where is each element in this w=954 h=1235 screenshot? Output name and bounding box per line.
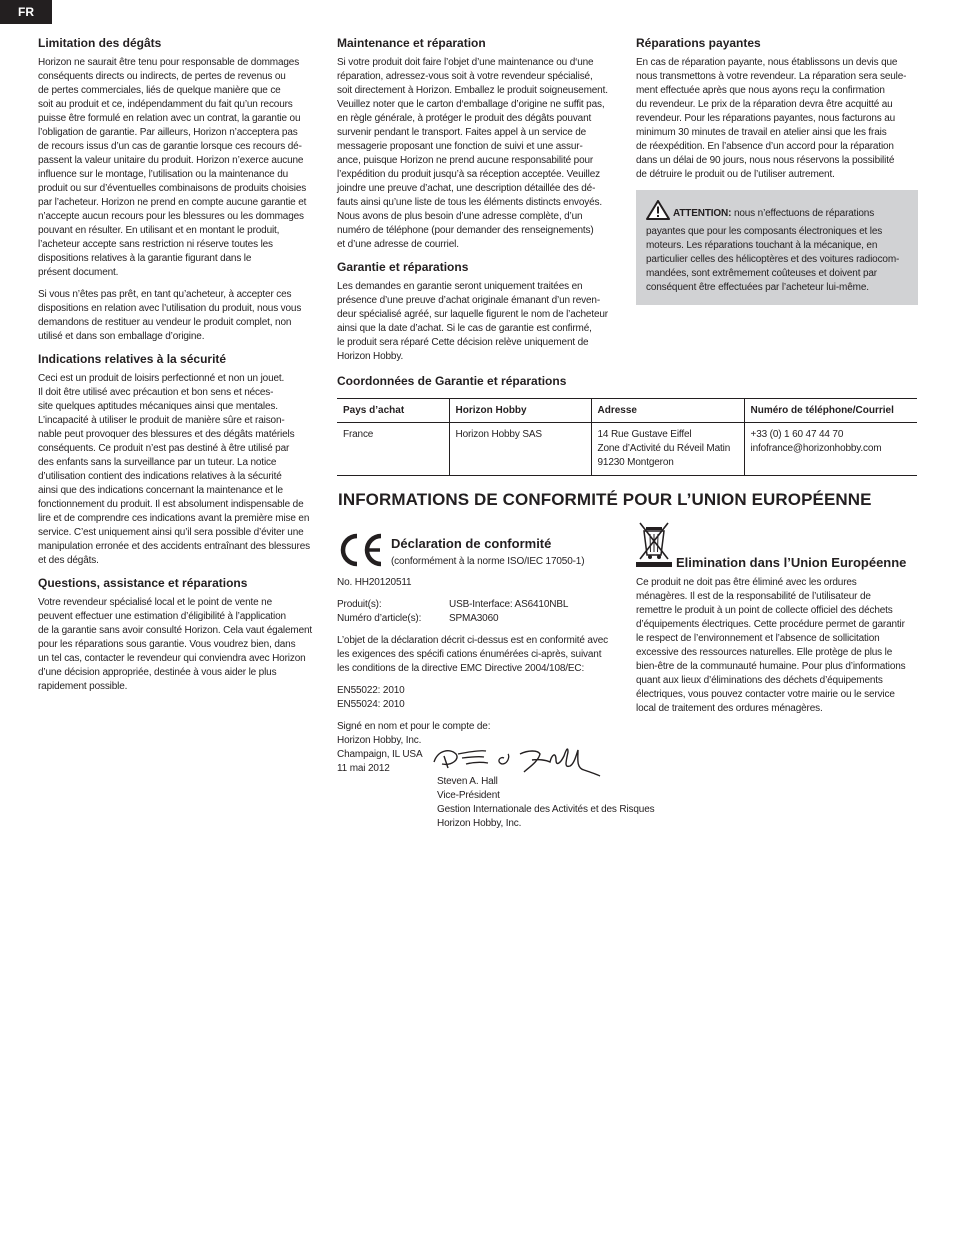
- table-cell: +33 (0) 1 60 47 44 70 infofrance@horizonhobby.com: [744, 423, 917, 476]
- table-cell: 14 Rue Gustave Eiffel Zone d’Activité du Réveil Matin 91230 Montgeron: [591, 423, 744, 476]
- declaration-header: [337, 530, 627, 576]
- attention-box: [636, 190, 918, 305]
- eu-disposal: [636, 524, 918, 724]
- paragraph: Votre revendeur spécialisé local et le point de vente ne peuvent effectuer une estimation d’éligibilité à l’application de la garantie sans avoir consulté Horizon. Cela vaut également pour les réparations sous garantie. Vous voudrez bien, dans un tel cas, contacter le revendeur qui conviendra avec Horizon d’une décision appropriée, destinée à vous aider le plus rapidement possible.: [38, 597, 313, 692]
- product-label: Produit(s):: [337, 599, 382, 610]
- paragraph: Si votre produit doit faire l’objet d’une maintenance ou d‘une réparation, adressez-vous soit à votre revendeur spécialisé, soit directement à Horizon. Emballez le produit soigneusement. Veuillez noter que le carton d‘emballage d’origine ne suffit pas, en règle générale, à protéger le produit des dégâts pouvant survenir pendant le transport. Faites appel à un service de messagerie proposant une fonction de suivi et une assur- ance, puisque Horizon ne prend aucune responsabilité pour l’expédition du produit jusqu’à sa réception acceptée. Veuillez joindre une preuve d’achat, une description détaillée des dé- fauts ainsi qu’une liste de tous les éléments distincts envoyés. Nous avons de plus besoin d’une adresse complète, d’un numéro de téléphone (pour demander des renseignements) et d’une adresse de courriel.: [337, 57, 608, 250]
- table-header: Adresse: [591, 399, 744, 423]
- declaration-subtitle: (conformément à la norme ISO/IEC 17050-1): [391, 556, 585, 567]
- declaration-number: No. HH20120511: [337, 577, 412, 588]
- declaration-title: Déclaration de conformité: [391, 536, 552, 551]
- declaration-body: L’objet de la déclaration décrit ci-dessus est en conformité avec les exigences des spécifi cations énumérées ci-après, suivant les conditions de la directive EMC Directive 2004/108/EC:: [337, 635, 608, 674]
- section-title: Réparations payantes: [636, 36, 761, 50]
- section-maintenance: [337, 36, 619, 252]
- paragraph: Les demandes en garantie seront uniquement traitées en présence d’une preuve d’achat originale émanant d’un reven- deur spécialisé agréé, sur laquelle figurent le nom de l’acheteur ainsi que la date d’achat. Si le cas de garantie est confirmé, le produit sera réparé Cette décision relève uniquement de Horizon Hobby.: [337, 281, 608, 362]
- section-questions: [38, 576, 320, 694]
- disposal-header: [636, 524, 918, 572]
- table-row: [337, 423, 917, 476]
- article-value: SPMA3060: [449, 613, 499, 624]
- crossed-bin-icon: [636, 521, 672, 572]
- table-header-row: [337, 399, 917, 423]
- standards-list: EN55022: 2010 EN55024: 2010: [337, 685, 405, 710]
- section-warranty: [337, 260, 619, 364]
- paragraph: Horizon ne saurait être tenu pour responsable de dommages conséquents directs ou indirects, de pertes de revenus ou de pertes commerciales, liés de quelque manière que ce soit au produit et ce, indépendamment du fait qu’un recours puisse être formulé en relation avec un contrat, la garantie ou l’obligation de garantie. Par ailleurs, Horizon n’acceptera pas de recours issus d’un cas de garantie lorsque ces recours dé- passent la valeur unitaire du produit. Horizon n’exerce aucune influence sur le montage, l’utilisation ou la maintenance du produit ou sur d’éventuelles combinaisons de produits choisies par l’acheteur. Horizon ne prend en compte aucune garantie et n’accepte aucun recours pour les blessures ou les dommages pouvant en résulter. En utilisant et en montant le produit, l’acheteur accepte sans restriction ni réserve toutes les dispositions relatives à la garantie figurant dans le présent document.: [38, 57, 307, 278]
- contacts-table: [337, 398, 917, 476]
- attention-text: nous n’effectuons de réparations payantes que pour les composants électroniques et les moteurs. Les réparations touchant à la mécanique, en particulier celles des hélicoptères et des voitures radiocom-mandées, sont extrêmement coûteuses et doivent par conséquent être effectuées par l’acheteur lui-même.: [646, 208, 900, 293]
- paragraph: Si vous n’êtes pas prêt, en tant qu’acheteur, à accepter ces dispositions en relation avec l’utilisation du produit, nous vous demandons de restituer au vendeur le produit complet, non utilisé et dans son emballage d’origine.: [38, 289, 302, 342]
- section-safety: [38, 352, 320, 568]
- table-cell: France: [343, 429, 374, 440]
- table-header: Horizon Hobby: [449, 399, 591, 423]
- section-paid-repairs: [636, 36, 918, 182]
- section-title: Maintenance et réparation: [337, 36, 486, 50]
- signer-block: Steven A. Hall Vice-Président Gestion Internationale des Activités et des Risques Horizon Hobby, Inc.: [437, 776, 655, 829]
- ce-mark-icon: [337, 530, 385, 575]
- signed-on-behalf: Signé en nom et pour le compte de: Horizon Hobby, Inc. Champaign, IL USA 11 mai 2012: [337, 721, 491, 774]
- article-label: Numéro d’article(s):: [337, 613, 422, 624]
- section-title: Garantie et réparations: [337, 260, 469, 274]
- section-title: Indications relatives à la sécurité: [38, 352, 227, 366]
- disposal-title: Elimination dans l’Union Européenne: [676, 555, 907, 570]
- table-header: Pays d’achat: [337, 399, 449, 423]
- column-left: [38, 36, 320, 702]
- column-right: [636, 36, 918, 305]
- attention-label: ATTENTION:: [673, 208, 732, 219]
- warning-triangle-icon: [646, 200, 670, 225]
- paragraph: Ceci est un produit de loisirs perfectionné et non un jouet. Il doit être utilisé avec précaution et bon sens et néces- site quelques aptitudes mécaniques ainsi que mentales. L’incapacité à utiliser le produit de manière sûre et raison- nable peut provoquer des blessures et des dégâts matériels conséquents. Ce produit n’est pas destiné à être utilisé par des enfants sans la surveillance par un tuteur. La notice d’utilisation contient des indications relatives à la sécurité ainsi que des indications concernant la maintenance et le fonctionnement du produit. Il est absolument indispensable de lire et de comprendre ces indications avant la première mise en service. C’est uniquement ainsi qu’il sera possible d’éviter une manipulation erronée et des accidents entraînant des blessures et des dégâts.: [38, 373, 310, 566]
- eu-compliance-title: INFORMATIONS DE CONFORMITÉ POUR L’UNION EUROPÉENNE: [338, 490, 872, 509]
- section-limitation: [38, 36, 320, 344]
- section-title: Limitation des dégâts: [38, 36, 162, 50]
- table-header: Numéro de téléphone/Courriel: [744, 399, 917, 423]
- product-value: USB-Interface: AS6410NBL: [449, 599, 569, 610]
- section-title: Questions, assistance et réparations: [38, 576, 248, 590]
- section-title: Coordonnées de Garantie et réparations: [337, 374, 567, 388]
- table-cell: Horizon Hobby SAS: [449, 423, 591, 476]
- paragraph: En cas de réparation payante, nous établissons un devis que nous transmettons à votre revendeur. La réparation sera seule- ment effectuée après que nous ayons reçu la confirmation du revendeur. Le prix de la réparation devra être acquitté au revendeur. Pour les réparations payantes, nous facturons au minimum 30 minutes de travail en atelier ainsi que les frais de réexpédition. En l’absence d’un accord pour la réparation dans un délai de 90 jours, nous nous réservons la possibilité de détruire le produit ou de l’utiliser autrement.: [636, 57, 907, 180]
- warranty-contacts: [337, 374, 917, 476]
- disposal-body: Ce produit ne doit pas être éliminé avec les ordures ménagères. Il est de la responsabilité de l’utilisateur de remettre le produit à un point de collecte officiel des déchets d’équipements électriques. Cette procédure permet de garantir le respect de l’environnement et l’absence de sollicitation excessive des ressources naturelles. Elle protège de plus le bien-être de la communauté humaine. Pour plus d’informations quant aux lieux d’éliminations des déchets d’équipements électriques, vous pouvez contacter votre mairie ou le service local de traitement des ordures ménagères.: [636, 577, 906, 714]
- column-middle: [337, 36, 619, 372]
- product-info: [337, 598, 627, 626]
- language-tab: FR: [0, 0, 52, 24]
